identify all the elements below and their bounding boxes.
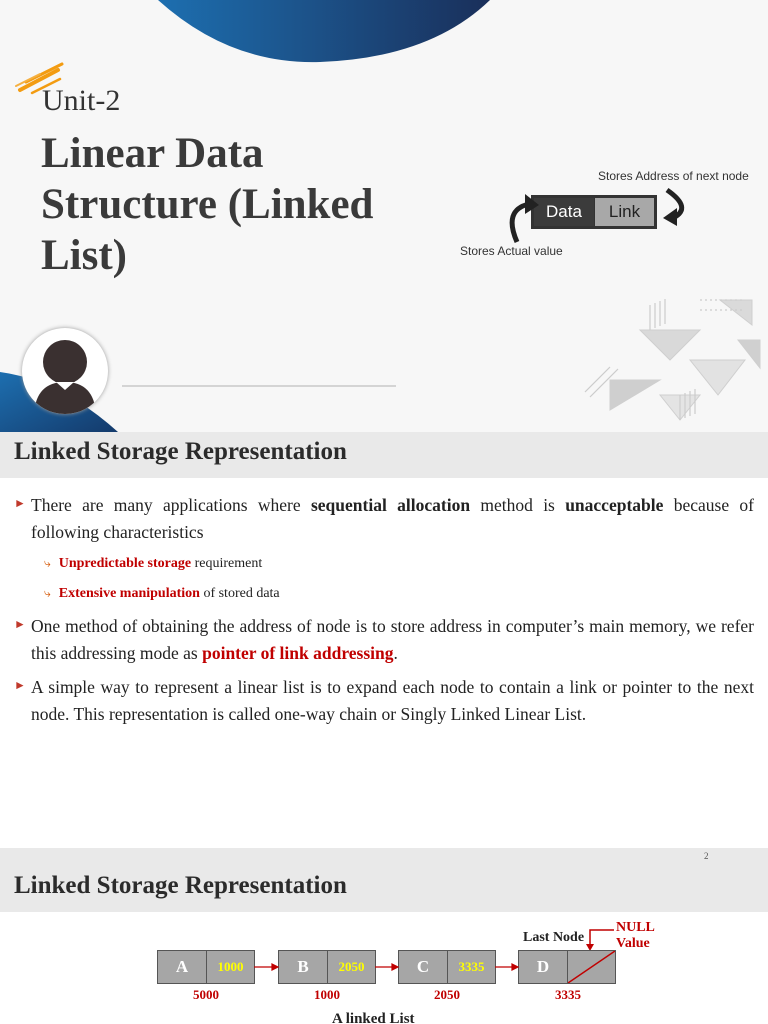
bullet-item: ► There are many applications where sequential allocation method is unacceptable because of following characteristics: [14, 492, 754, 546]
node-link: 3335: [458, 959, 485, 974]
slide-heading: Linked Storage Representation: [14, 872, 347, 899]
node-address: 2050: [434, 987, 460, 1002]
diagram-caption: A linked List: [332, 1011, 415, 1024]
curved-arrow-bullet-icon: ⤷: [44, 586, 51, 600]
next-address-caption: Stores Address of next node: [598, 169, 749, 183]
user-icon: [22, 328, 108, 414]
bullet-item: ► A simple way to represent a linear list is to expand each node to contain a link or pointer to the next node. This representation is called one-way chain or Singly Linked Linear List.: [14, 674, 754, 728]
title-line: Structure (Linked: [41, 181, 374, 228]
geometric-pattern-icon: [585, 299, 760, 420]
unit-label: Unit-2: [42, 84, 121, 117]
node-address: 1000: [314, 987, 340, 1002]
node-link-field: Link: [595, 198, 654, 226]
top-arc-shape: [158, 0, 490, 62]
content-slide: [0, 432, 768, 848]
node-data: B: [279, 951, 328, 983]
sub-bullet-item: ⤷ Extensive manipulation of stored data: [44, 586, 280, 601]
node-data: A: [158, 951, 207, 983]
triangle-bullet-icon: ►: [14, 496, 26, 510]
node-data-field: Data: [534, 198, 594, 226]
node-link: 1000: [217, 959, 244, 974]
arrow-head-icon: [525, 194, 539, 214]
null-value-label: NULL Value: [616, 920, 655, 951]
slide-title: [41, 128, 373, 281]
node-link: 2050: [338, 959, 365, 974]
avatar: [22, 328, 108, 414]
curved-arrow-bullet-icon: ⤷: [44, 556, 51, 570]
arrow-head-icon: [663, 208, 677, 226]
link-arrows: [0, 848, 768, 1024]
slide-header: [0, 432, 768, 478]
title-line: Linear Data: [41, 130, 264, 177]
page-number: 2: [704, 851, 709, 861]
bullet-item: ► One method of obtaining the address of node is to store address in computer’s main memory, we refer this addressing mode as pointer of link addressing.: [14, 613, 754, 667]
node-data: D: [519, 951, 568, 983]
node-address: 5000: [193, 987, 219, 1002]
sub-bullet-item: ⤷ Unpredictable storage requirement: [44, 556, 263, 571]
node-address: 3335: [555, 987, 581, 1002]
title-slide: [0, 0, 768, 432]
node-data: C: [399, 951, 448, 983]
title-line: List): [41, 232, 127, 279]
actual-value-caption: Stores Actual value: [460, 244, 563, 258]
triangle-bullet-icon: ►: [14, 678, 26, 692]
last-node-label: Last Node: [523, 930, 585, 945]
triangle-bullet-icon: ►: [14, 617, 26, 631]
curved-arrows: [495, 180, 695, 250]
content-slide: [0, 848, 768, 1024]
slide-heading: Linked Storage Representation: [14, 438, 347, 465]
